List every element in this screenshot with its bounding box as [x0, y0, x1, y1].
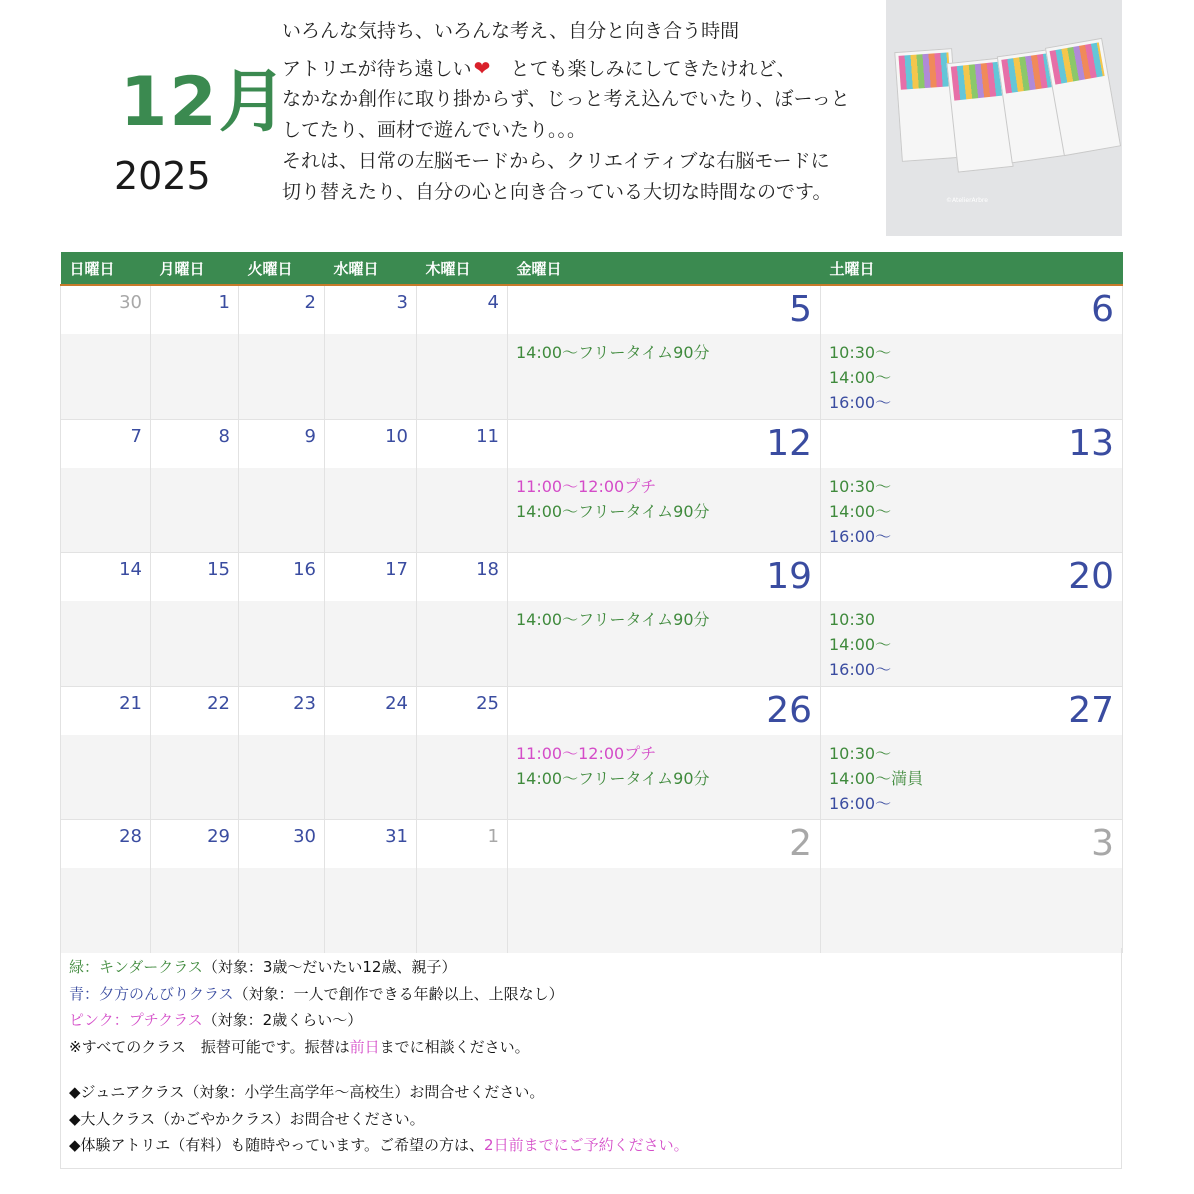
notes-section	[60, 948, 1122, 1169]
day-cell	[325, 820, 417, 869]
event-item: 14:00〜	[829, 635, 892, 654]
event-cell	[61, 601, 151, 686]
week-date-row	[61, 686, 1123, 735]
day-number: 24	[385, 692, 408, 714]
day-cell	[61, 820, 151, 869]
day-number: 2	[304, 292, 316, 313]
week-event-row	[61, 468, 1123, 553]
event-cell	[821, 735, 1123, 820]
day-number: 8	[218, 425, 230, 447]
event-cell	[821, 334, 1123, 419]
day-number: 28	[119, 826, 142, 847]
day-cell	[821, 820, 1123, 869]
day-cell	[508, 285, 821, 334]
day-cell	[151, 285, 239, 334]
day-cell	[417, 285, 508, 334]
day-number: 27	[1068, 689, 1114, 731]
note-junior: ◆ジュニアクラス（対象：小学生高学年〜高校生）お問合せください。	[69, 1083, 545, 1101]
event-item: 14:00〜フリータイム90分	[516, 768, 710, 788]
event-cell	[325, 468, 417, 553]
day-number: 3	[396, 292, 408, 313]
day-cell	[151, 553, 239, 602]
day-cell	[325, 553, 417, 602]
day-number: 10	[385, 425, 408, 447]
day-number: 31	[385, 826, 408, 847]
day-cell	[508, 686, 821, 735]
day-cell	[151, 820, 239, 869]
week-date-row	[61, 419, 1123, 468]
event-cell	[325, 334, 417, 419]
day-number: 7	[130, 425, 142, 447]
event-cell	[417, 334, 508, 419]
day-cell	[151, 686, 239, 735]
event-cell	[821, 601, 1123, 686]
day-cell	[61, 285, 151, 334]
event-cell	[61, 735, 151, 820]
event-item: 11:00〜12:00プチ	[516, 743, 657, 763]
day-number: 18	[476, 559, 499, 580]
day-number: 1	[218, 292, 230, 313]
event-item: 16:00〜	[829, 526, 892, 546]
day-cell	[821, 553, 1123, 602]
week-date-row	[61, 820, 1123, 869]
event-item: 14:00〜	[829, 501, 892, 521]
year-label: 2025	[114, 154, 211, 198]
event-item: 14:00〜フリータイム90分	[516, 610, 710, 629]
weekday-header-row	[61, 252, 1123, 285]
event-cell	[325, 601, 417, 686]
event-item: 14:00〜フリータイム90分	[516, 343, 710, 362]
bead-boxes-photo	[886, 0, 1122, 236]
event-cell	[508, 334, 821, 419]
day-cell	[239, 285, 325, 334]
event-cell	[151, 468, 239, 553]
event-cell	[508, 468, 821, 553]
week-event-row	[61, 334, 1123, 419]
event-cell	[325, 735, 417, 820]
event-cell	[508, 868, 821, 953]
note-trial: ◆体験アトリエ（有料）も随時やっています。ご希望の方は、2日前までにご予約ください。	[69, 1136, 689, 1154]
intro-line-5: 切り替えたり、自分の心と向き合っている大切な時間なのです。	[282, 181, 832, 203]
day-number: 25	[476, 692, 499, 714]
intro-line-3: してたり、画材で遊んでいたり。。。	[282, 119, 587, 141]
day-number: 13	[1068, 422, 1114, 464]
day-cell	[325, 285, 417, 334]
week-date-row	[61, 285, 1123, 334]
day-number: 29	[207, 826, 230, 847]
weekday-sat: 土曜日	[821, 252, 1123, 285]
intro-line-4: それは、日常の左脳モードから、クリエイティブな右脳モードに	[282, 150, 830, 172]
day-cell	[325, 419, 417, 468]
day-cell	[239, 820, 325, 869]
event-item: 10:30〜	[829, 743, 892, 763]
intro-text	[282, 16, 882, 208]
day-cell	[508, 820, 821, 869]
day-cell	[239, 419, 325, 468]
event-cell	[151, 735, 239, 820]
event-cell	[239, 468, 325, 553]
day-number: 15	[207, 559, 230, 580]
day-number: 12	[766, 422, 812, 464]
day-cell	[325, 686, 417, 735]
day-cell	[417, 820, 508, 869]
calendar-table	[60, 252, 1123, 953]
weekday-mon: 月曜日	[151, 252, 239, 285]
weekday-wed: 水曜日	[325, 252, 417, 285]
intro-line-2: なかなか創作に取り掛からず、じっと考え込んでいたり、ぼーっと	[282, 88, 850, 110]
day-number: 6	[1091, 289, 1114, 330]
day-cell	[239, 686, 325, 735]
event-cell	[325, 868, 417, 953]
day-number: 26	[766, 689, 812, 731]
note-green: 緑：キンダークラス（対象：3歳〜だいたい12歳、親子）	[69, 958, 457, 976]
day-cell	[821, 419, 1123, 468]
day-number: 30	[119, 292, 142, 313]
event-cell	[151, 601, 239, 686]
week-event-row	[61, 735, 1123, 820]
event-item: 16:00〜	[829, 793, 892, 813]
day-number: 14	[119, 559, 142, 580]
note-adult: ◆大人クラス（かごやかクラス）お問合せください。	[69, 1109, 425, 1128]
day-number: 1	[487, 826, 499, 847]
event-item: 10:30〜	[829, 343, 892, 362]
week-event-row	[61, 868, 1123, 953]
event-cell	[417, 601, 508, 686]
day-cell	[61, 553, 151, 602]
month-title: 12月	[120, 63, 289, 142]
event-cell	[239, 334, 325, 419]
event-cell	[61, 334, 151, 419]
day-cell	[417, 553, 508, 602]
weekday-tue: 火曜日	[239, 252, 325, 285]
day-number: 11	[476, 425, 499, 447]
note-pink: ピンク：プチクラス（対象：2歳くらい〜）	[69, 1011, 363, 1029]
day-cell	[61, 419, 151, 468]
day-cell	[821, 285, 1123, 334]
day-number: 20	[1068, 556, 1114, 597]
note-transfer: ※すべてのクラス 振替可能です。振替は前日までに相談ください。	[69, 1037, 530, 1056]
event-cell	[239, 735, 325, 820]
day-number: 9	[304, 425, 316, 447]
event-item: 16:00〜	[829, 393, 892, 412]
event-item: 14:00〜	[829, 368, 892, 387]
day-number: 3	[1091, 823, 1114, 864]
event-cell	[417, 868, 508, 953]
weekday-thu: 木曜日	[417, 252, 508, 285]
day-number: 2	[789, 823, 812, 864]
event-item: 10:30	[829, 610, 876, 629]
day-number: 22	[207, 692, 230, 714]
week-event-row	[61, 601, 1123, 686]
event-cell	[821, 868, 1123, 953]
event-cell	[239, 868, 325, 953]
day-number: 30	[293, 826, 316, 847]
event-cell	[239, 601, 325, 686]
event-cell	[821, 468, 1123, 553]
intro-title: いろんな気持ち、いろんな考え、自分と向き合う時間	[282, 20, 740, 42]
day-cell	[239, 553, 325, 602]
weekday-fri: 金曜日	[508, 252, 821, 285]
event-cell	[61, 868, 151, 953]
day-cell	[508, 419, 821, 468]
day-cell	[61, 686, 151, 735]
weekday-sun: 日曜日	[61, 252, 151, 285]
event-cell	[417, 735, 508, 820]
event-cell	[508, 735, 821, 820]
day-number: 17	[385, 559, 408, 580]
day-number: 23	[293, 692, 316, 714]
event-item: 10:30〜	[829, 476, 892, 496]
week-date-row	[61, 553, 1123, 602]
event-cell	[61, 468, 151, 553]
event-item: 11:00〜12:00プチ	[516, 476, 657, 496]
intro-line-1: アトリエが待ち遠しい ❤ とても楽しみにしてきたけれど、	[282, 56, 796, 80]
event-cell	[417, 468, 508, 553]
day-cell	[417, 686, 508, 735]
day-cell	[151, 419, 239, 468]
event-cell	[151, 868, 239, 953]
day-number: 4	[487, 292, 499, 313]
day-number: 21	[119, 692, 142, 714]
note-blue: 青：夕方のんびりクラス（対象：一人で創作できる年齢以上、上限なし）	[69, 984, 564, 1003]
day-number: 19	[766, 556, 812, 597]
day-number: 16	[293, 559, 316, 580]
event-cell	[508, 601, 821, 686]
event-item: 16:00〜	[829, 660, 892, 679]
day-cell	[821, 686, 1123, 735]
heart-icon: ❤	[473, 56, 491, 80]
day-number: 5	[789, 289, 812, 330]
event-item: 14:00〜満員	[829, 768, 924, 788]
photo-watermark: ©AtelierArbre	[946, 197, 988, 204]
day-cell	[417, 419, 508, 468]
event-cell	[151, 334, 239, 419]
event-item: 14:00〜フリータイム90分	[516, 501, 710, 521]
day-cell	[508, 553, 821, 602]
